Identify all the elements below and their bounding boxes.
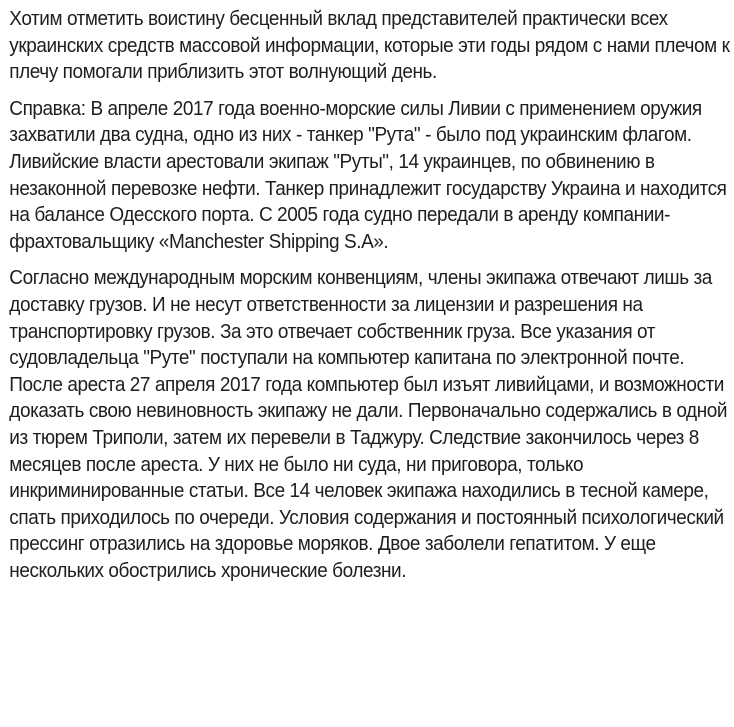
paragraph-reference: Справка: В апреле 2017 года военно-морские силы Ливии с применением оружия захватили два судна, одно из них - танкер "Рута" - было под украинским флагом. Ливийские власти арестовали экипаж "Руты", 14 украинцев, по обвинению в незаконной перевозке нефти. Танкер принадлежит государству Украина и находится на балансе Одесского порта. С 2005 года судно передали в аренду компании-фрахтовальщику «Manchester Shipping S.A». xyxy=(9,97,727,253)
paragraph-acknowledgement: Хотим отметить воистину бесценный вклад представителей практически всех украинских средств массовой информации, которые эти годы рядом с нами плечом к плечу помогали приблизить этот волнующий день. xyxy=(9,8,730,84)
paragraph-conventions: Согласно международным морским конвенциям, члены экипажа отвечают лишь за доставку грузов. И не несут ответственности за лицензии и разрешения на транспортировку грузов. За это отвечает собственник груза. Все указания от судовладельца "Руте" поступали на компьютер капитана по электронной почте. После ареста 27 апреля 2017 года компьютер был изъят ливийцами, и возможности доказать свою невиновность экипажу не дали. Первоначально содержались в одной из тюрем Триполи, затем их перевели в Таджуру. Следствие закончилось через 8 месяцев после ареста. У них не было ни суда, ни приговора, только инкриминированные статьи. Все 14 человек экипажа находились в тесной камере, спать приходилось по очереди. Условия содержания и постоянный психологический прессинг отразились на здоровье моряков. Двое заболели гепатитом. У еще нескольких обострились хронические болезни. xyxy=(9,267,728,582)
